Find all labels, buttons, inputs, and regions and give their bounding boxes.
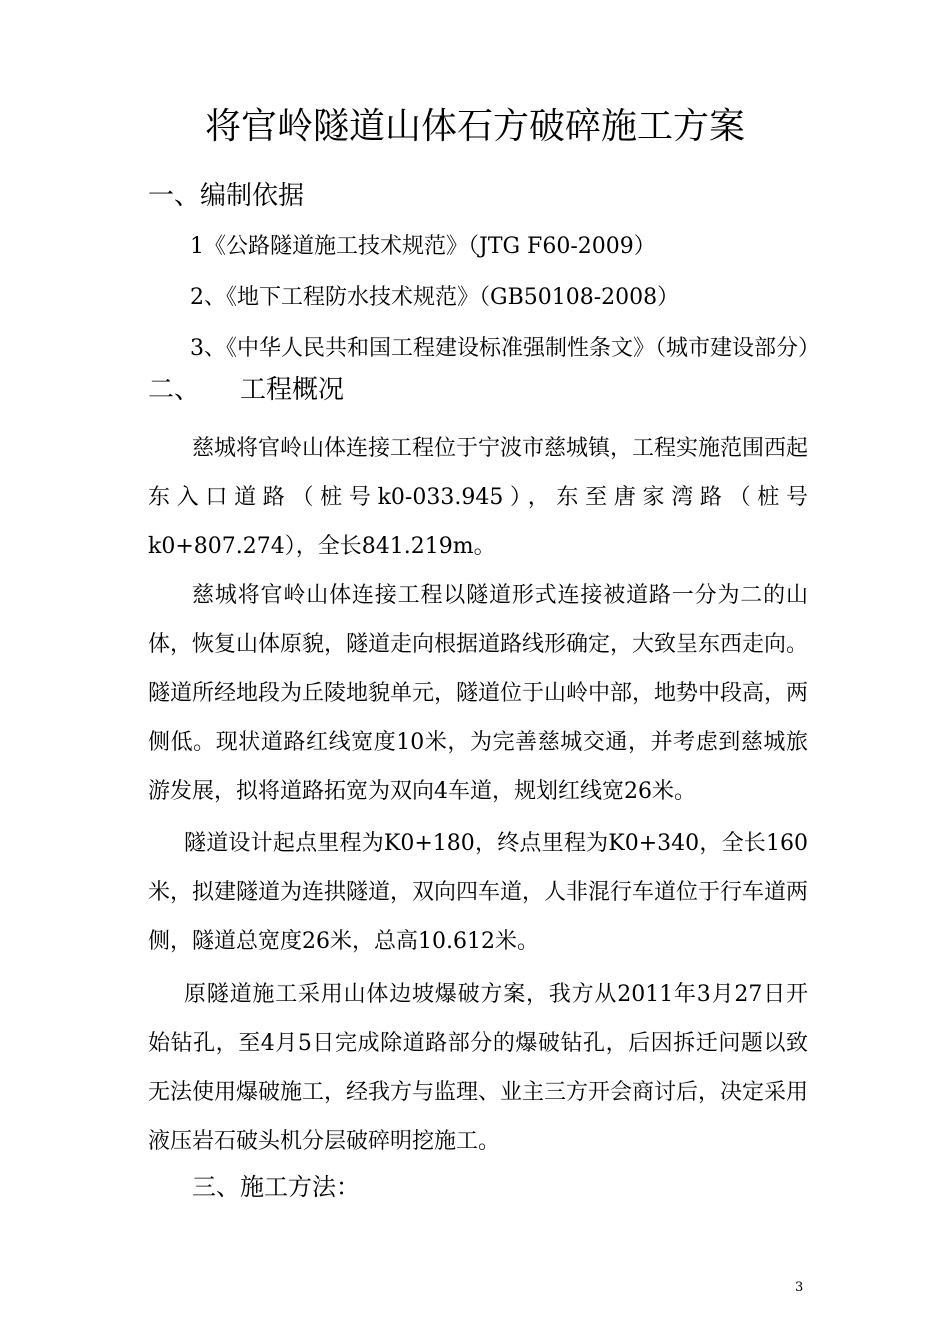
paragraph: 原隧道施工采用山体边坡爆破方案，我方从2011年3月27日开始钻孔，至4月5日完成除道路部分的爆破钻孔，后因拆迁问题以致无法使用爆破施工，经我方与监理、业主三方开会商讨后，决定采用液压岩石破头机分层破碎明挖施工。 [148, 982, 809, 1154]
paragraph: 慈城将官岭山体连接工程位于宁波市慈城镇，工程实施范围西起东入口道路（桩号k0-033.945），东至唐家湾路（桩号k0+807.274），全长841.219m。 [148, 436, 809, 559]
section-number: 二、 [148, 375, 201, 405]
reference-item: 3、《中华人民共和国工程建设标准强制性条文》（城市建设部分） [190, 336, 820, 361]
section-heading-basis: 一、编制依据 [148, 181, 305, 211]
section-heading-method: 三、施工方法： [192, 1173, 360, 1201]
reference-item: 1《公路隧道施工技术规范》（JTG F60-2009） [190, 234, 656, 259]
reference-item: 2、《地下工程防水技术规范》（GB50108-2008） [190, 285, 680, 310]
page-number: 3 [795, 1280, 804, 1295]
paragraph: 慈城将官岭山体连接工程以隧道形式连接被道路一分为二的山体，恢复山体原貌，隧道走向根据道路线形确定，大致呈东西走向。隧道所经地段为丘陵地貌单元，隧道位于山岭中部，地势中段高，两侧低。现状道路红线宽度10米，为完善慈城交通，并考虑到慈城旅游发展，拟将道路拓宽为双向4车道，规划红线宽26米。 [148, 583, 809, 804]
paragraph: 隧道设计起点里程为K0+180，终点里程为K0+340，全长160米，拟建隧道为连拱隧道，双向四车道，人非混行车道位于行车道两侧，隧道总宽度26米，总高10.612米。 [148, 831, 809, 954]
document-title: 将官岭隧道山体石方破碎施工方案 [204, 106, 745, 147]
section-heading-overview [148, 372, 344, 408]
section-title: 工程概况 [240, 375, 345, 405]
